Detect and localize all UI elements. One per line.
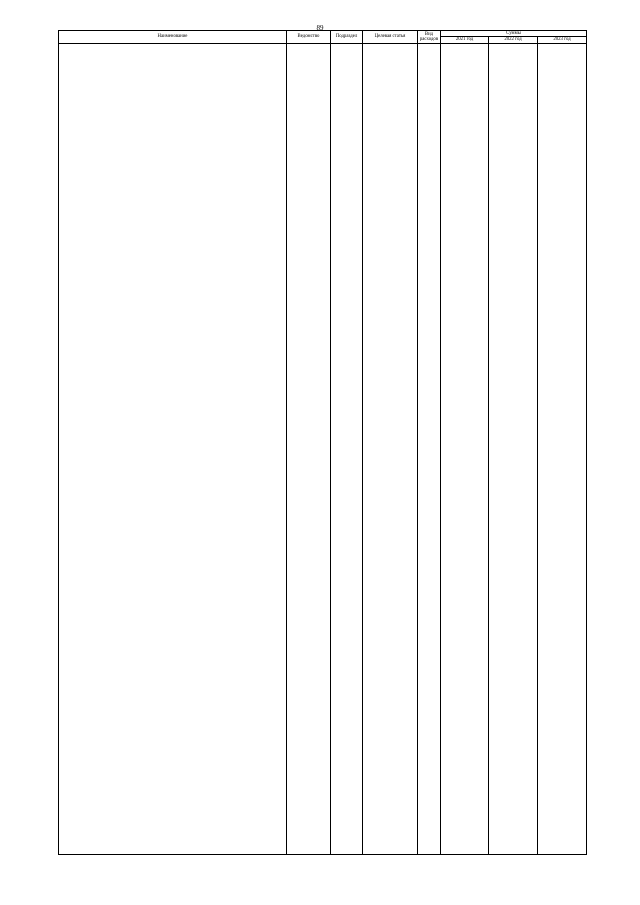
header-vr: Вид расходов [418, 31, 441, 44]
header-year-2023: 2023 год [538, 37, 587, 43]
header-year-2022: 2022 год [489, 37, 538, 43]
table-cell [441, 43, 489, 854]
header-sums: Суммы [441, 31, 587, 37]
table-body [59, 43, 587, 854]
table-cell [489, 43, 538, 854]
header-csr: Целевая статья [363, 31, 418, 44]
header-name: Наименование [59, 31, 287, 44]
budget-table [58, 30, 587, 855]
header-razdel: Подраздел [331, 31, 363, 44]
table-cell [59, 43, 287, 854]
table-cell [538, 43, 587, 854]
page-number: 89 [316, 24, 324, 32]
table-cell [331, 43, 363, 854]
header-year-2021: 2021 год [441, 37, 489, 43]
table-body-placeholder [59, 43, 587, 854]
header-vedomstvo: Ведомство [287, 31, 331, 44]
table-cell [418, 43, 441, 854]
table-cell [363, 43, 418, 854]
table-cell [287, 43, 331, 854]
